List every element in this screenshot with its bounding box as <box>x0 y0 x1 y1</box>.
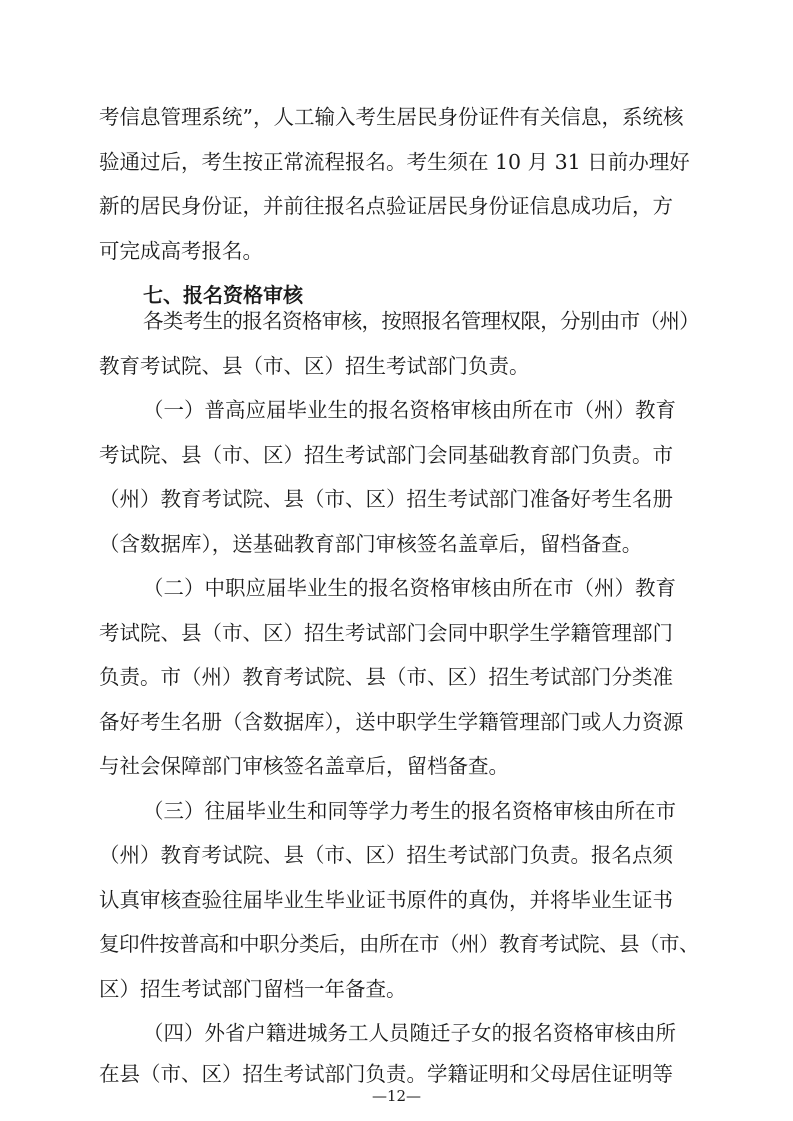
text-line-13: 考试院、县（市、区）招生考试部门会同中职学生学籍管理部门 <box>99 621 673 645</box>
text-line-8: （一）普高应届毕业生的报名资格审核由所在市（州）教育 <box>143 398 676 422</box>
text-line-4: 可完成高考报名。 <box>99 239 263 263</box>
text-line-19: 认真审核查验往届毕业生毕业证书原件的真伪，并将毕业生证书 <box>99 888 673 912</box>
text-line-22: （四）外省户籍进城务工人员随迁子女的报名资格审核由所 <box>143 1021 676 1045</box>
section-heading: 七、报名资格审核 <box>143 283 303 307</box>
text-line-11: （含数据库），送基础教育部门审核签名盖章后，留档备查。 <box>99 532 643 556</box>
text-line-21: 区）招生考试部门留档一年备查。 <box>99 977 407 1001</box>
text-line-17: （三）往届毕业生和同等学力考生的报名资格审核由所在市 <box>143 799 676 823</box>
text-line-18: （州）教育考试院、县（市、区）招生考试部门负责。报名点须 <box>99 843 673 867</box>
page-number: —12— <box>371 1087 422 1105</box>
text-line-10: （州）教育考试院、县（市、区）招生考试部门准备好考生名册 <box>99 487 673 511</box>
text-line-2: 验通过后，考生按正常流程报名。考生须在 10 月 31 日前办理好 <box>99 150 690 174</box>
text-line-3: 新的居民身份证，并前往报名点验证居民身份证信息成功后，方 <box>99 194 673 218</box>
text-line-6: 各类考生的报名资格审核，按照报名管理权限，分别由市（州） <box>143 309 699 333</box>
text-line-7: 教育考试院、县（市、区）招生考试部门负责。 <box>99 354 530 378</box>
text-line-23: 在县（市、区）招生考试部门负责。学籍证明和父母居住证明等 <box>99 1062 673 1086</box>
text-line-14: 负责。市（州）教育考试院、县（市、区）招生考试部门分类准 <box>99 665 673 689</box>
text-line-15: 备好考生名册（含数据库），送中职学生学籍管理部门或人力资源 <box>99 710 684 734</box>
text-line-12: （二）中职应届毕业生的报名资格审核由所在市（州）教育 <box>143 576 676 600</box>
text-line-9: 考试院、县（市、区）招生考试部门会同基础教育部门负责。市 <box>99 443 673 467</box>
text-line-16: 与社会保障部门审核签名盖章后，留档备查。 <box>99 754 509 778</box>
text-line-1: 考信息管理系统”，人工输入考生居民身份证件有关信息，系统核 <box>99 105 684 129</box>
text-line-20: 复印件按普高和中职分类后，由所在市（州）教育考试院、县（市、 <box>99 932 699 956</box>
